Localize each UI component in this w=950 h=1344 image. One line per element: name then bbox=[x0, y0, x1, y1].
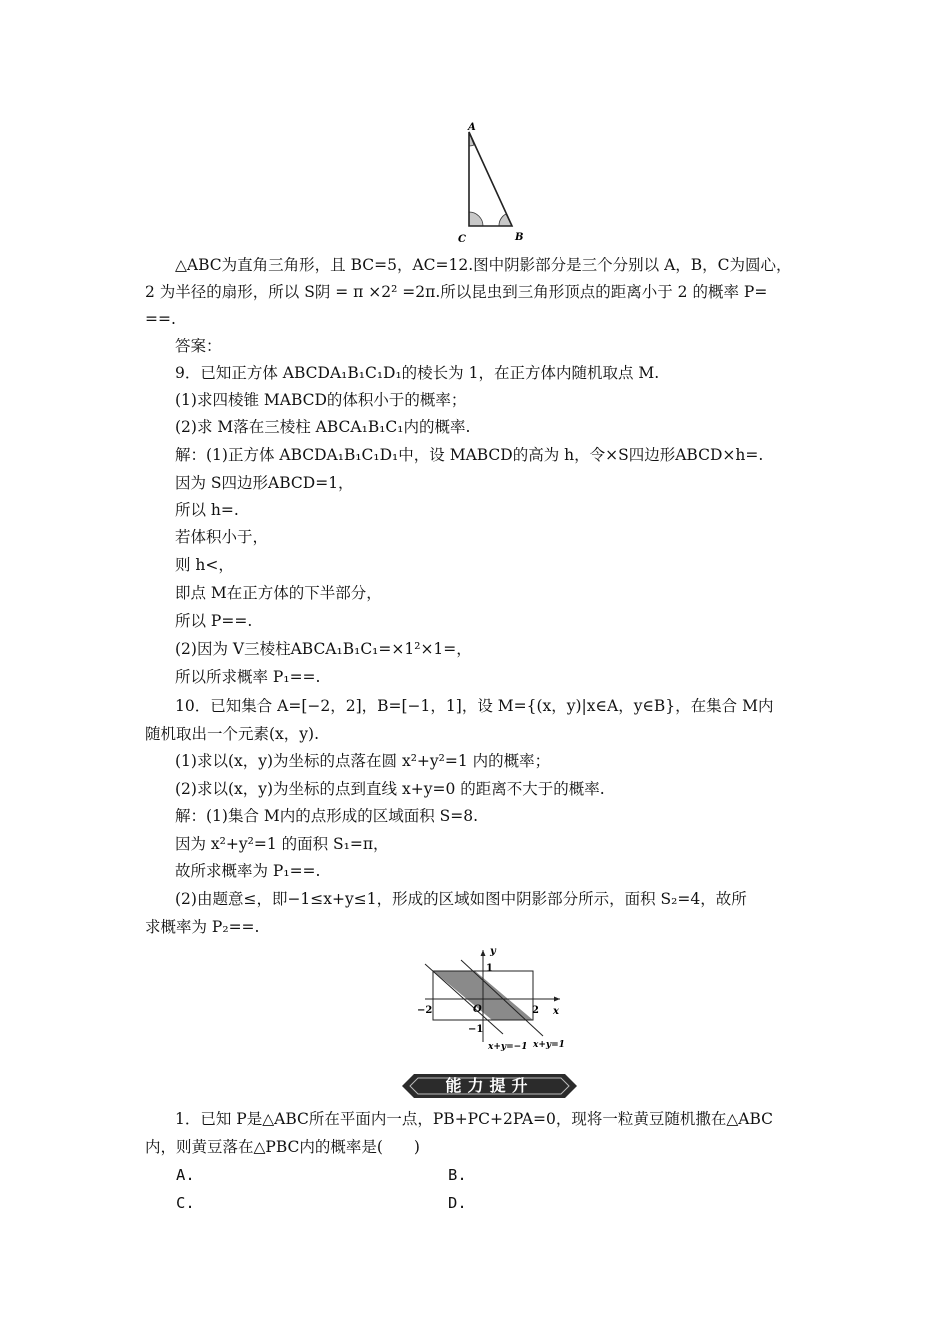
line-label-neg1: x+y=−1 bbox=[488, 1042, 528, 1052]
text-line-14: 所以 P==. bbox=[175, 612, 253, 630]
y-axis-label: y bbox=[490, 946, 496, 957]
text-line-19: (1)求以(x，y)为坐标的点落在圆 x²+y²=1 内的概率； bbox=[175, 752, 551, 770]
text-line-4: 答案： bbox=[175, 337, 222, 355]
label-c: C bbox=[458, 234, 466, 245]
text-line-1: △ABC为直角三角形，且 BC=5，AC=12.图中阴影部分是三个分别以 A，B，C为圆心， bbox=[175, 256, 792, 274]
label-b: B bbox=[515, 232, 524, 243]
text-line-18: 随机取出一个元素(x，y). bbox=[145, 725, 320, 743]
text-line-12: 则 h<， bbox=[175, 556, 234, 574]
text-line-15: (2)因为 V三棱柱ABCA₁B₁C₁=×1²×1=， bbox=[175, 640, 472, 658]
text-line-24: (2)由题意≤，即−1≤x+y≤1，形成的区域如图中阴影部分所示，面积 S₂=4，故所 bbox=[175, 890, 747, 908]
text-line-5: 9．已知正方体 ABCDA₁B₁C₁D₁的棱长为 1，在正方体内随机取点 M. bbox=[175, 364, 660, 382]
text-line-13: 即点 M在正方体的下半部分， bbox=[175, 584, 382, 602]
tick-1: 1 bbox=[486, 963, 493, 974]
text-line-17: 10．已知集合 A=[−2，2]，B=[−1，1]，设 M={(x，y)|x∈A，y∈B}，在集合 M内 bbox=[175, 697, 774, 715]
text-line-20: (2)求以(x，y)为坐标的点到直线 x+y=0 的距离不大于的概率. bbox=[175, 780, 605, 798]
text-line-2: 2 为半径的扇形，所以 S阴 = π ×2² =2π.所以昆虫到三角形顶点的距离小于 2 的概率 P= bbox=[145, 283, 768, 301]
x-axis-label: x bbox=[553, 1006, 559, 1017]
choice-c: C. bbox=[176, 1194, 195, 1212]
text-line-22: 因为 x²+y²=1 的面积 S₁=π， bbox=[175, 835, 389, 853]
banner-title: 能力提升 bbox=[445, 1076, 534, 1095]
text-line-9: 因为 S四边形ABCD=1， bbox=[175, 474, 354, 492]
text-line-11: 若体积小于， bbox=[175, 528, 269, 546]
choice-d: D. bbox=[448, 1194, 467, 1212]
choice-b: B. bbox=[448, 1166, 467, 1184]
text-line-21: 解：(1)集合 M内的点形成的区域面积 S=8. bbox=[175, 807, 479, 825]
tick-2: 2 bbox=[532, 1005, 539, 1016]
text-line-6: (1)求四棱锥 MABCD的体积小于的概率； bbox=[175, 391, 467, 409]
text-line-25: 求概率为 P₂==. bbox=[145, 918, 260, 936]
text-line-7: (2)求 M落在三棱柱 ABCA₁B₁C₁内的概率. bbox=[175, 418, 471, 436]
question-line-2: 内，则黄豆落在△PBC内的概率是( ) bbox=[145, 1138, 420, 1156]
origin-label: O bbox=[473, 1004, 482, 1015]
tick-neg2: −2 bbox=[417, 1005, 433, 1016]
section-banner bbox=[402, 1069, 577, 1103]
label-a: A bbox=[468, 122, 476, 133]
tick-neg1: −1 bbox=[468, 1024, 484, 1035]
text-line-16: 所以所求概率 P₁==. bbox=[175, 668, 321, 686]
text-line-10: 所以 h=. bbox=[175, 501, 239, 519]
right-triangle-figure bbox=[440, 118, 540, 248]
text-line-8: 解：(1)正方体 ABCDA₁B₁C₁D₁中，设 MABCD的高为 h，令×S四边形ABCD×h=. bbox=[175, 446, 764, 464]
question-line-1: 1．已知 P是△ABC所在平面内一点，PB+PC+2PA=0，现将一粒黄豆随机撒在△ABC bbox=[175, 1110, 774, 1128]
text-line-3: ==. bbox=[145, 310, 176, 328]
line-label-1: x+y=1 bbox=[533, 1040, 565, 1050]
text-line-23: 故所求概率为 P₁==. bbox=[175, 862, 321, 880]
choice-a: A. bbox=[176, 1166, 195, 1184]
